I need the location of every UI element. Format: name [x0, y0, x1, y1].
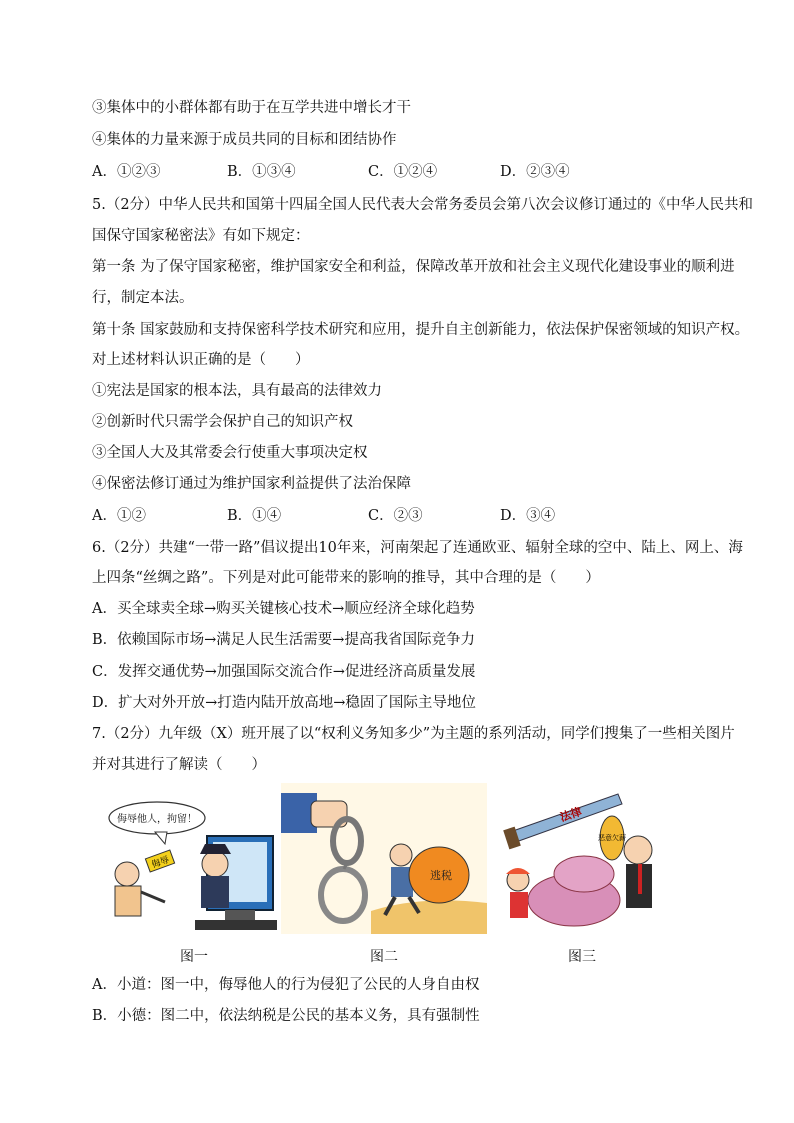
figure-2-bag-text: 逃税	[430, 869, 452, 882]
q5-stem-line-2: 国保守国家秘密法》有如下规定：	[92, 228, 310, 244]
q4-option-d[interactable]: D．②③④	[500, 164, 570, 180]
figure-2-caption: 图二	[370, 949, 398, 965]
q5-option-b[interactable]: B．①④	[227, 508, 282, 524]
q5-item-1: ①宪法是国家的根本法，具有最高的法律效力	[92, 383, 382, 399]
q5-item-3: ③全国人大及其常委会行使重大事项决定权	[92, 445, 368, 461]
q7-option-b[interactable]: B．小德：图二中，依法纳税是公民的基本义务，具有强制性	[92, 1008, 480, 1024]
q5-article-10: 第十条 国家鼓励和支持保密科学技术研究和应用，提升自主创新能力，依法保护保密领域的知识产权。	[92, 322, 750, 338]
q5-option-c[interactable]: C．②③	[368, 508, 423, 524]
q6-stem-line-1: 6.（2分）共建“一带一路”倡议提出10年来，河南架起了连通欧亚、辐射全球的空中、陆上、网上、海	[92, 540, 743, 556]
q7-stem-line-1: 7.（2分）九年级（X）班开展了以“权利义务知多少”为主题的系列活动，同学们搜集了一些相关图片	[92, 726, 735, 742]
q6-option-a[interactable]: A．买全球卖全球→购买关键核心技术→顺应经济全球化趋势	[92, 601, 475, 617]
figure-2-cartoon	[281, 783, 487, 934]
figure-1-illustration	[95, 792, 280, 934]
q4-item-4: ④集体的力量来源于成员共同的目标和团结协作	[92, 132, 397, 148]
q4-option-b[interactable]: B．①③④	[227, 164, 296, 180]
q5-option-d[interactable]: D．③④	[500, 508, 556, 524]
figure-3-illustration	[488, 788, 673, 936]
figure-1-caption: 图一	[180, 949, 208, 965]
figure-3-caption: 图三	[568, 949, 596, 965]
q5-option-a[interactable]: A．①②	[92, 508, 146, 524]
q6-option-c[interactable]: C．发挥交通优势→加强国际交流合作→促进经济高质量发展	[92, 664, 476, 680]
figure-1-tag-text: 侮辱	[150, 855, 171, 871]
q4-item-3: ③集体中的小群体都有助于在互学共进中增长才干	[92, 100, 411, 116]
q7-option-a[interactable]: A．小道：图一中，侮辱他人的行为侵犯了公民的人身自由权	[92, 977, 480, 993]
q5-item-4: ④保密法修订通过为维护国家利益提供了法治保障	[92, 476, 411, 492]
figure-2-illustration	[281, 783, 487, 934]
q6-option-d[interactable]: D．扩大对外开放→打造内陆开放高地→稳固了国际主导地位	[92, 695, 476, 711]
q6-option-b[interactable]: B．依赖国际市场→满足人民生活需要→提高我省国际竞争力	[92, 632, 475, 648]
q4-option-c[interactable]: C．①②④	[368, 164, 438, 180]
figure-3-cartoon	[488, 788, 673, 936]
q4-option-a[interactable]: A．①②③	[92, 164, 161, 180]
q5-article-1-line-1: 第一条 为了保守国家秘密，维护国家安全和利益，保障改革开放和社会主义现代化建设事业的顺利进	[92, 259, 735, 275]
q5-item-2: ②创新时代只需学会保护自己的知识产权	[92, 414, 353, 430]
q5-prompt: 对上述材料认识正确的是（ ）	[92, 352, 310, 368]
q5-article-1-line-2: 行，制定本法。	[92, 290, 194, 306]
q6-stem-line-2: 上四条“丝绸之路”。下列是对此可能带来的影响的推导，其中合理的是（ ）	[92, 570, 600, 586]
figure-1-cartoon	[95, 792, 280, 934]
q7-stem-line-2: 并对其进行了解读（ ）	[92, 757, 266, 773]
q5-stem-line-1: 5.（2分）中华人民共和国第十四届全国人民代表大会常务委员会第八次会议修订通过的《中华人民共和	[92, 197, 754, 213]
figure-1-bubble-text: 侮辱他人，拘留！	[117, 814, 197, 825]
figure-3-sword-text: 法律	[558, 805, 584, 825]
figure-3-sign-text: 恶意欠薪	[598, 834, 626, 842]
